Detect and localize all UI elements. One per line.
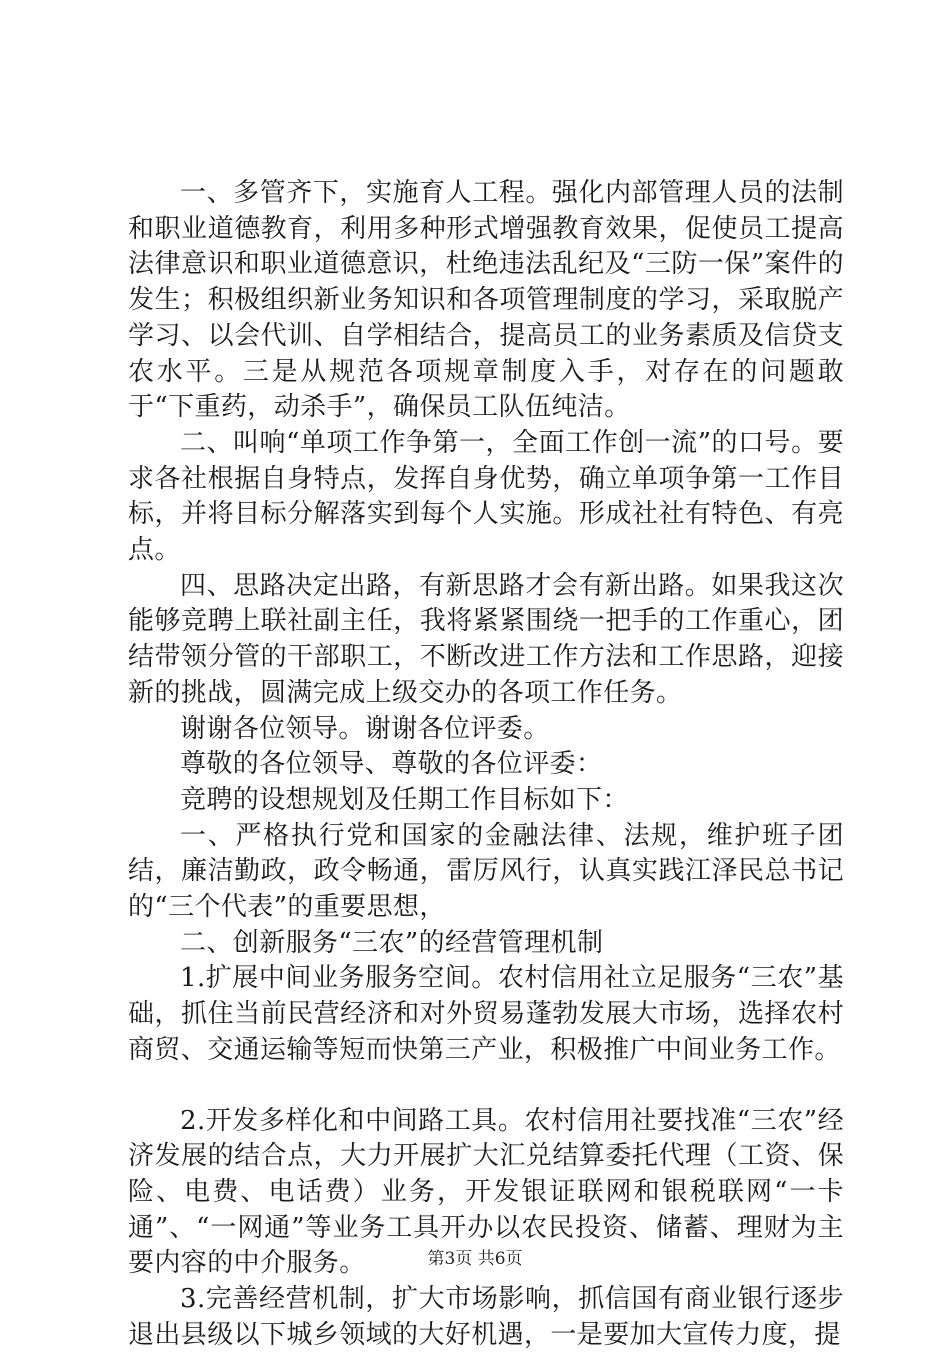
paragraph-6: 竞聘的设想规划及任期工作目标如下： bbox=[180, 784, 629, 815]
paragraph-5: 尊敬的各位领导、尊敬的各位评委： bbox=[180, 749, 603, 780]
paragraph-7: 一、严格执行党和国家的金融法律、法规，维护班子团结，廉洁勤政，政令畅通，雷厉风行，认真实践江泽民总书记的“三个代表”的重要思想， bbox=[128, 820, 844, 923]
paragraph-8: 二、创新服务“三农”的经营管理机制 bbox=[180, 927, 604, 958]
page-footer: 第3页 共6页 bbox=[427, 1249, 523, 1269]
paragraph-10: 2.开发多样化和中间路工具。农村信用社要找准“三农”经济发展的结合点，大力开展扩大汇兑结算委托代理（工资、保险、电费、电话费）业务，开发银证联网和银税联网“一卡通”、“一网通”等业务工具开办以农民投资、储蓄、理财为主要内容的中介服务。 bbox=[128, 1105, 844, 1279]
paragraph-4: 谢谢各位领导。谢谢各位评委。 bbox=[180, 713, 550, 744]
paragraph-gap bbox=[128, 1069, 844, 1104]
paragraph-2: 二、叫响“单项工作争第一，全面工作创一流”的口号。要求各社根据自身特点，发挥自身优势，确立单项争第一工作目标，并将目标分解落实到每个人实施。形成社社有特色、有亮点。 bbox=[128, 427, 844, 566]
paragraph-3: 四、思路决定出路，有新思路才会有新出路。如果我这次能够竞聘上联社副主任，我将紧紧围绕一把手的工作重心，团结带领分管的干部职工，不断改进工作方法和工作思路，迎接新的挑战，圆满完成上级交办的各项工作任务。 bbox=[128, 570, 844, 708]
paragraph-9: 1.扩展中间业务服务空间。农村信用社立足服务“三农”基础，抓住当前民营经济和对外贸易蓬勃发展大市场，选择农村商贸、交通运输等短而快第三产业，积极推广中间业务工作。 bbox=[128, 963, 844, 1065]
paragraph-1: 一、多管齐下，实施育人工程。强化内部管理人员的法制和职业道德教育，利用多种形式增强教育效果，促使员工提高法律意识和职业道德意识，杜绝违法乱纪及“三防一保”案件的发生；积极组织新业务知识和各项管理制度的学习，采取脱产学习、以会代训、自学相结合，提高员工的业务素质及信贷支农水平。三是从规范各项规章制度入手，对存在的问题敢于“下重药，动杀手”，确保员工队伍纯洁。 bbox=[128, 178, 844, 423]
paragraph-11: 3.完善经营机制，扩大市场影响，抓信国有商业银行逐步退出县级以下城乡领域的大好机遇，一是要加大宣传力度，提 bbox=[128, 1284, 844, 1350]
document-body bbox=[128, 176, 844, 1354]
